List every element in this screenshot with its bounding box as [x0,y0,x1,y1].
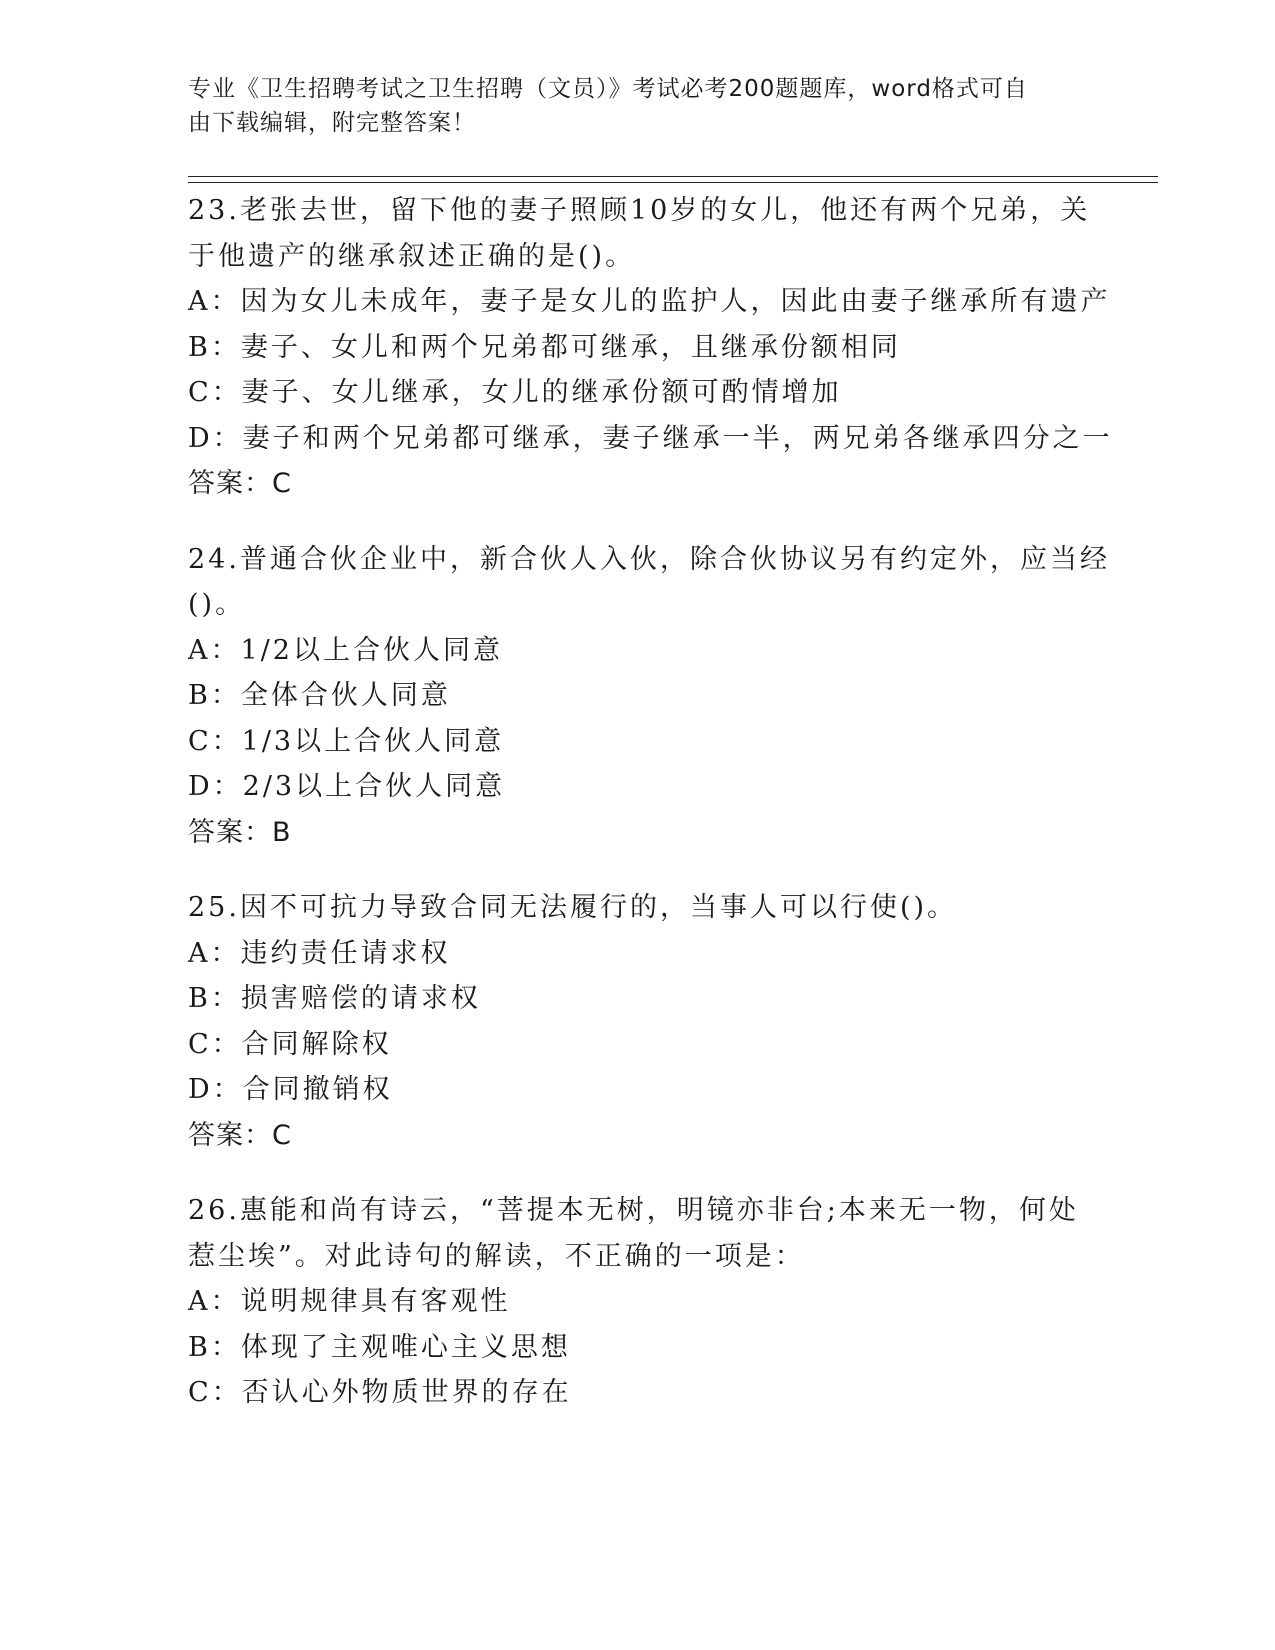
question-stem: 于他遗产的继承叙述正确的是()。 [188,240,636,272]
question-stem: 23.老张去世，留下他的妻子照顾10岁的女儿，他还有两个兄弟，关 [188,195,1091,226]
question-25 [188,885,1088,1158]
question-stem: 26.惠能和尚有诗云，“菩提本无树，明镜亦非台;本来无一物，何处 [188,1195,1079,1226]
option-b: B：损害赔偿的请求权 [188,983,481,1014]
option-b: B：体现了主观唯心主义思想 [188,1331,571,1363]
option-c: C：1/3以上合伙人同意 [188,725,505,757]
option-d: D：合同撤销权 [188,1074,393,1105]
header-line-2: 由下载编辑，附完整答案！ [188,110,476,136]
option-c: C：妻子、女儿继承，女儿的继承份额可酌情增加 [188,377,842,408]
header-divider-top [188,176,1158,177]
answer-line: 答案：C [188,1119,292,1151]
question-stem: 惹尘埃”。对此诗句的解读，不正确的一项是： [188,1240,805,1272]
option-a: A：1/2以上合伙人同意 [188,634,503,666]
document-header [188,72,1068,140]
option-a: A：因为女儿未成年，妻子是女儿的监护人，因此由妻子继承所有遗产 [188,286,1111,317]
question-stem: ()。 [188,589,246,620]
header-line-1: 专业《卫生招聘考试之卫生招聘（文员）》考试必考200题题库，word格式可自 [188,76,1028,102]
option-c: C：否认心外物质世界的存在 [188,1377,572,1408]
answer-line: 答案：C [188,468,292,499]
question-list [188,188,1113,1446]
question-stem: 24.普通合伙企业中，新合伙人入伙，除合伙协议另有约定外，应当经 [188,543,1110,575]
option-d: D：2/3以上合伙人同意 [188,771,506,802]
question-26 [188,1188,1088,1416]
option-d: D：妻子和两个兄弟都可继承，妻子继承一半，两兄弟各继承四分之一 [188,422,1113,454]
header-divider-bottom [188,182,1158,183]
question-stem: 25.因不可抗力导致合同无法履行的，当事人可以行使()。 [188,892,958,923]
question-23 [188,188,1113,507]
option-a: A：说明规律具有客观性 [188,1286,511,1317]
answer-line: 答案：B [188,816,292,848]
option-b: B：全体合伙人同意 [188,680,451,711]
option-b: B：妻子、女儿和两个兄弟都可继承，且继承份额相同 [188,331,901,363]
option-a: A：违约责任请求权 [188,937,451,969]
option-c: C：合同解除权 [188,1028,392,1060]
question-24 [188,537,1110,856]
